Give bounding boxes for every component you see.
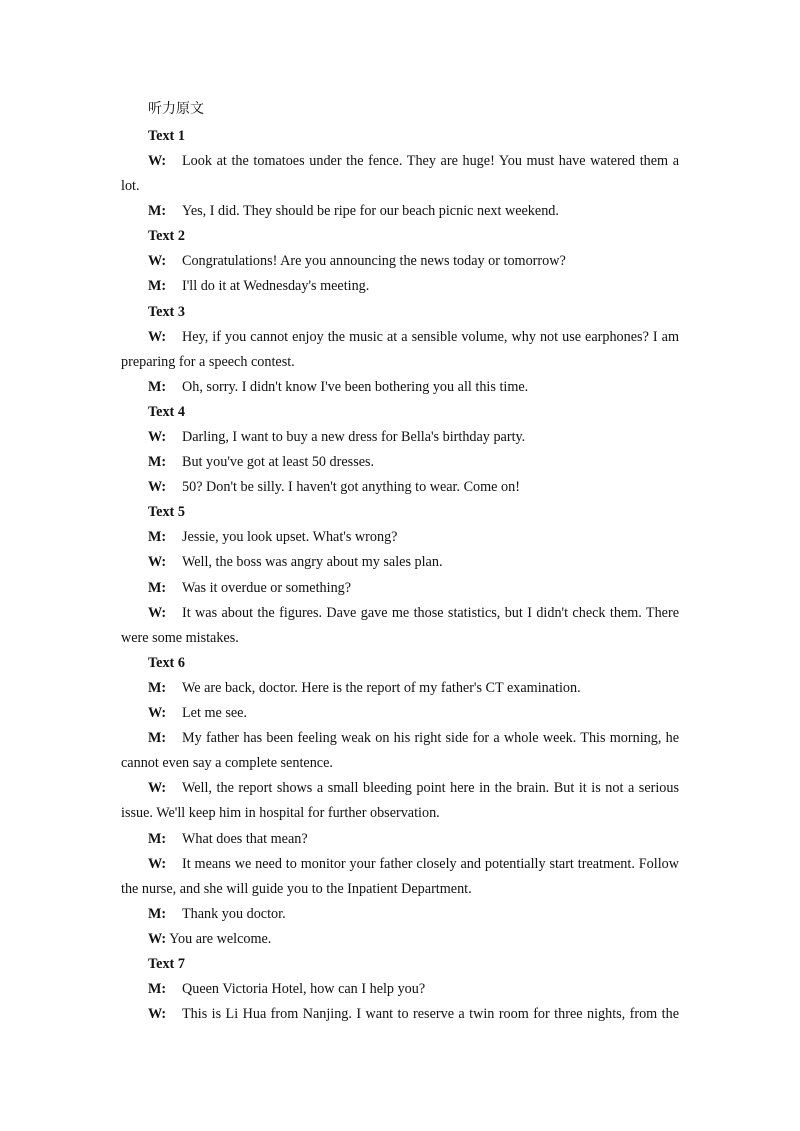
- dialogue-inline: [148, 930, 271, 948]
- text-label-row: [0, 227, 800, 252]
- utterance-continued: cannot even say a complete sentence.: [121, 755, 333, 771]
- dialogue-line: [0, 152, 800, 177]
- text-label-row: [0, 654, 800, 679]
- dialogue-line: [0, 202, 800, 227]
- dialogue-line: [0, 378, 800, 403]
- speaker: W:: [148, 605, 167, 621]
- utterance: Yes, I did. They should be ripe for our beach picnic next weekend.: [182, 203, 559, 219]
- dialogue-line: [0, 855, 800, 880]
- text-label: Text 4: [148, 404, 185, 420]
- utterance: Let me see.: [182, 705, 247, 721]
- dialogue-line: [0, 704, 800, 729]
- utterance: 50? Don't be silly. I haven't got anything to wear. Come on!: [182, 479, 520, 495]
- dialogue-line: [0, 328, 800, 353]
- text-label: Text 2: [148, 228, 185, 244]
- speaker: M:: [148, 278, 167, 294]
- utterance: We are back, doctor. Here is the report of my father's CT examination.: [182, 680, 581, 696]
- speaker: M:: [148, 831, 167, 847]
- speaker: M:: [148, 580, 167, 596]
- utterance: Congratulations! Are you announcing the news today or tomorrow?: [182, 253, 566, 269]
- utterance: Thank you doctor.: [182, 906, 286, 922]
- utterance: You are welcome.: [169, 931, 272, 947]
- dialogue-line: [0, 604, 800, 629]
- speaker: M:: [148, 906, 167, 922]
- dialogue-line: [0, 453, 800, 478]
- text-label-row: [0, 403, 800, 428]
- speaker: W:: [148, 429, 167, 445]
- speaker: W:: [148, 329, 167, 345]
- speaker: M:: [148, 379, 167, 395]
- dialogue-continuation: [0, 629, 800, 654]
- dialogue-line: [0, 729, 800, 754]
- speaker: W:: [148, 1006, 167, 1022]
- dialogue-line: [0, 252, 800, 277]
- text-label: Text 3: [148, 304, 185, 320]
- utterance: It means we need to monitor your father closely and potentially start treatment. Follow: [182, 856, 679, 872]
- text-label: Text 5: [148, 504, 185, 520]
- dialogue-line: [0, 930, 800, 955]
- utterance: Well, the report shows a small bleeding point here in the brain. But it is not a serious: [182, 780, 679, 796]
- dialogue-line: [0, 1005, 800, 1030]
- dialogue-line: [0, 428, 800, 453]
- speaker: W:: [148, 479, 167, 495]
- utterance: Queen Victoria Hotel, how can I help you?: [182, 981, 426, 997]
- transcript-heading: 听力原文: [148, 101, 204, 117]
- utterance-continued: lot.: [121, 178, 140, 194]
- speaker: W:: [148, 554, 167, 570]
- dialogue-line: [0, 830, 800, 855]
- utterance: Darling, I want to buy a new dress for Bella's birthday party.: [182, 429, 526, 445]
- dialogue-line: [0, 277, 800, 302]
- text-label-row: [0, 503, 800, 528]
- dialogue-line: [0, 980, 800, 1005]
- text-label: Text 7: [148, 956, 185, 972]
- utterance: My father has been feeling weak on his right side for a whole week. This morning, he: [182, 730, 679, 746]
- text-label: Text 6: [148, 655, 185, 671]
- text-label-row: [0, 127, 800, 152]
- utterance-continued: issue. We'll keep him in hospital for further observation.: [121, 805, 440, 821]
- speaker: W:: [148, 780, 167, 796]
- dialogue-line: [0, 779, 800, 804]
- speaker: M:: [148, 981, 167, 997]
- utterance: This is Li Hua from Nanjing. I want to reserve a twin room for three nights, from the: [182, 1006, 679, 1022]
- speaker: M:: [148, 680, 167, 696]
- utterance: Hey, if you cannot enjoy the music at a sensible volume, why not use earphones? I am: [182, 329, 679, 345]
- dialogue-continuation: [0, 880, 800, 905]
- utterance: Oh, sorry. I didn't know I've been bothering you all this time.: [182, 379, 529, 395]
- utterance: It was about the figures. Dave gave me those statistics, but I didn't check them. There: [182, 605, 679, 621]
- speaker: M:: [148, 203, 167, 219]
- dialogue-continuation: [0, 754, 800, 779]
- speaker: W:: [148, 153, 167, 169]
- speaker: W:: [148, 931, 167, 947]
- text-label-row: [0, 955, 800, 980]
- utterance: What does that mean?: [182, 831, 308, 847]
- utterance: I'll do it at Wednesday's meeting.: [182, 278, 370, 294]
- dialogue-continuation: [0, 804, 800, 829]
- utterance: Look at the tomatoes under the fence. They are huge! You must have watered them a: [182, 153, 679, 169]
- text-label-row: [0, 303, 800, 328]
- dialogue-line: [0, 579, 800, 604]
- dialogue-line: [0, 905, 800, 930]
- utterance-continued: were some mistakes.: [121, 630, 239, 646]
- speaker: M:: [148, 454, 167, 470]
- utterance: But you've got at least 50 dresses.: [182, 454, 375, 470]
- speaker: M:: [148, 730, 167, 746]
- speaker: W:: [148, 253, 167, 269]
- speaker: W:: [148, 705, 167, 721]
- dialogue-line: [0, 478, 800, 503]
- dialogue-line: [0, 679, 800, 704]
- utterance: Was it overdue or something?: [182, 580, 352, 596]
- dialogue-line: [0, 553, 800, 578]
- text-label: Text 1: [148, 128, 185, 144]
- utterance-continued: the nurse, and she will guide you to the Inpatient Department.: [121, 881, 472, 897]
- dialogue-continuation: [0, 177, 800, 202]
- speaker: W:: [148, 856, 167, 872]
- utterance-continued: preparing for a speech contest.: [121, 354, 295, 370]
- speaker: M:: [148, 529, 167, 545]
- utterance: Well, the boss was angry about my sales plan.: [182, 554, 443, 570]
- utterance: Jessie, you look upset. What's wrong?: [182, 529, 398, 545]
- dialogue-continuation: [0, 353, 800, 378]
- dialogue-line: [0, 528, 800, 553]
